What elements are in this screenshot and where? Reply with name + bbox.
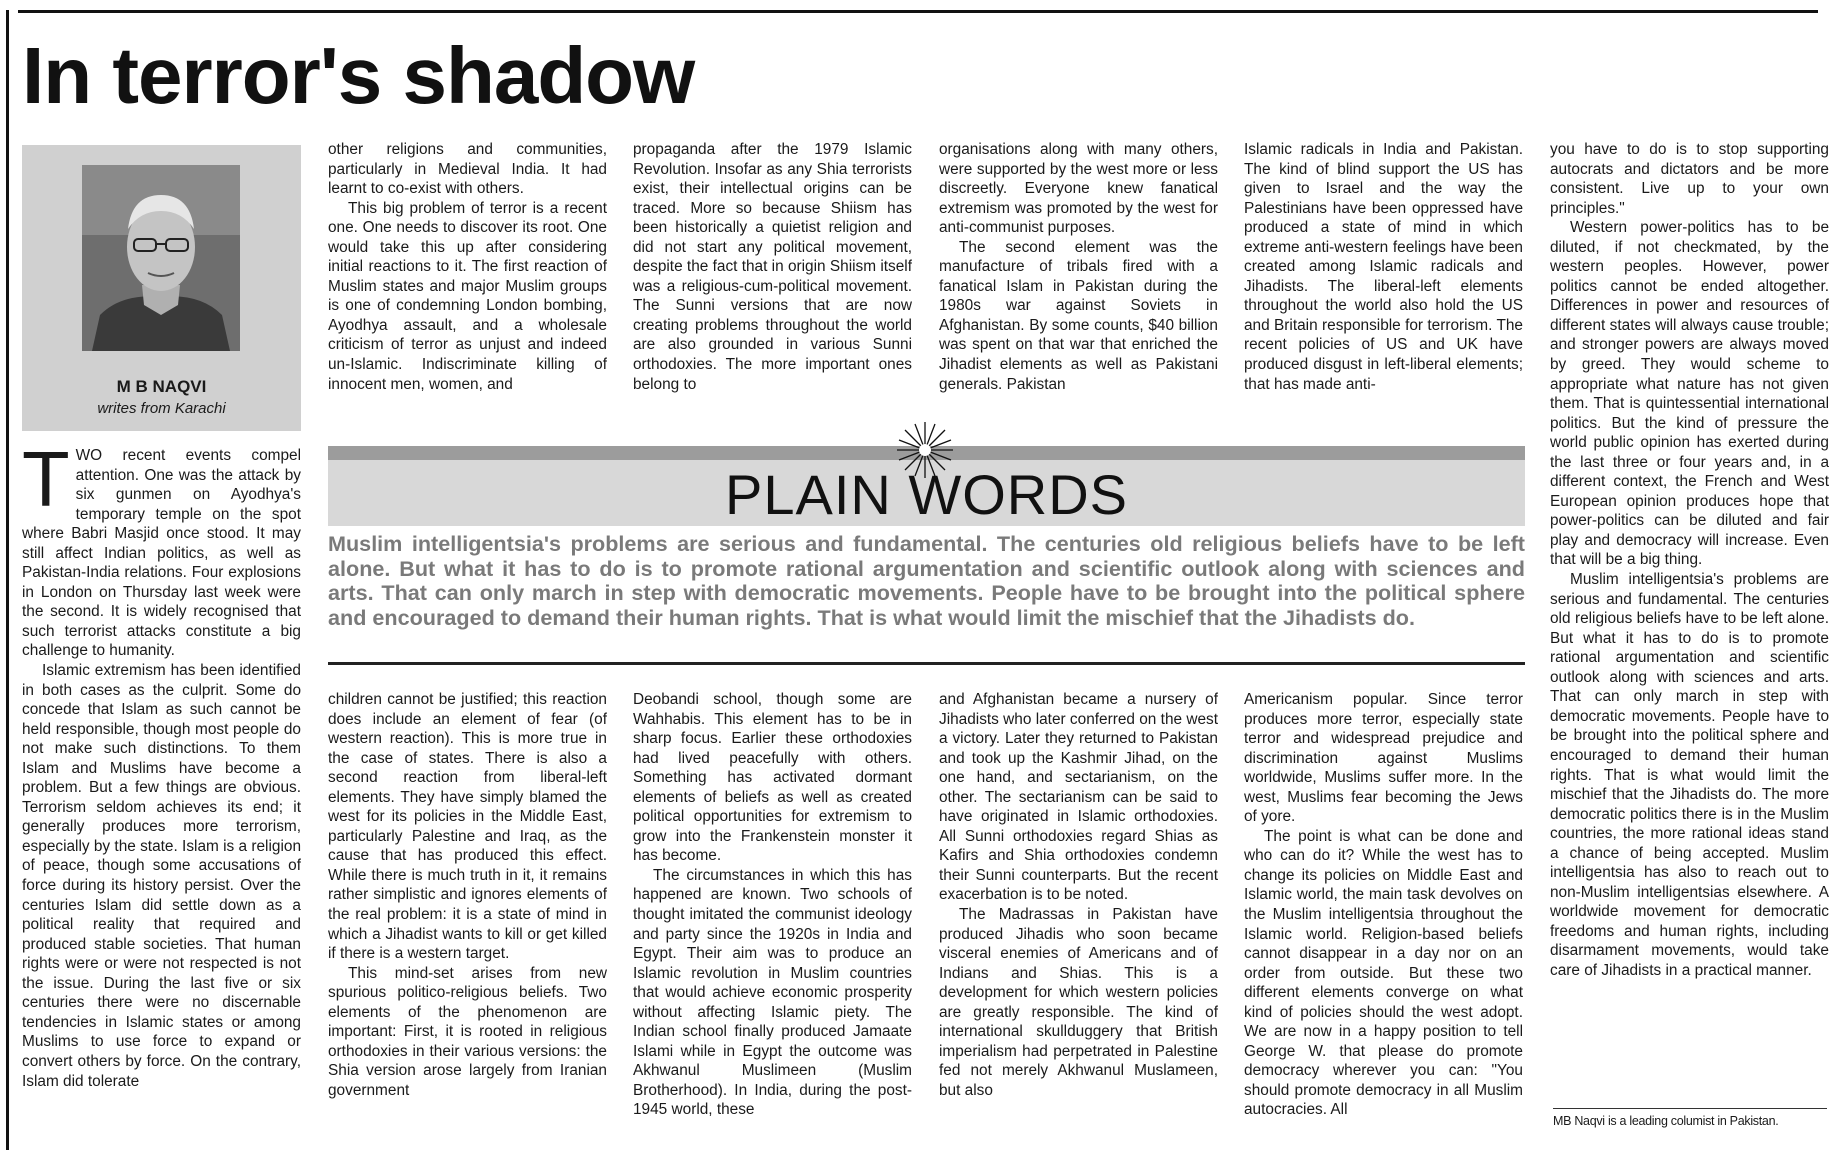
paragraph: Deobandi school, though some are Wahhabis. This element has to be in sharp focus. Earlier these orthodoxies had lived peacefully with others. Something has activated dormant elements of beliefs as well as created political opportunities for extremism to grow into the Frankenstein monster it has become. [633,691,912,865]
headline: In terror's shadow [22,31,695,120]
paragraph: The second element was the manufacture of tribals fired with a fanatical Islam in Pakistan during the 1980s war against Soviets in Afghanistan. By some counts, $40 billion was spent on that war that enriched the Jihadist elements as well as Pakistani generals. Pakistan [939,238,1218,393]
paragraph: and Afghanistan became a nursery of Jihadists who later conferred on the west a victory. Later they returned to Pakistan and took up the Kashmir Jihad, on the one hand, and sectarianism, on the other. The sectarianism can be said to have originated in Islamic orthodoxies. All Sunni orthodoxies regard Shias as Kafirs and Shia orthodoxies condemn their Sunni counterparts. But the recent exacerbation is to be noted. [939,691,1218,904]
paragraph: This mind-set arises from new spurious politico-religious beliefs. Two elements of the phenomenon are important: First, it is rooted in religious orthodoxies in their various versions: the Shia version arose largely from Iranian government [328,964,607,1099]
column-5-top [1244,140,1523,425]
paragraph: Islamic extremism has been identified in both cases as the culprit. Some do concede that Islam as such cannot be held responsible, though most people do not make such distinctions. To them Islam and Muslims have become a problem. But a few things are obvious. Terrorism seldom achieves its end; it generally produces more terrorism, especially by the state. Islam is a religion of peace, though some accusations of force during its history persist. Over the centuries Islam did settle down as a political reality that required and produced stable societies. That human rights were or were not respected is not the issue. During the last five or six centuries there were no discernable tendencies in Islamic states or among Muslims to use force to expand or convert others by force. On the contrary, Islam did tolerate [22,662,301,1090]
column-3-bottom [633,690,912,1156]
paragraph: Americanism popular. Since terror produces more terror, especially state terror and widespread prejudice and discrimination against Muslims worldwide, Muslims suffer more. In the west, Muslims fear becoming the Jews of yore. [1244,691,1523,826]
author-footnote: MB Naqvi is a leading columist in Pakistan. [1553,1114,1779,1128]
column-2-bottom [328,690,607,1156]
paragraph: propaganda after the 1979 Islamic Revolution. Insofar as any Shia terrorists exist, their intellectual origins can be traced. More so because Shiism has been historically a quietist religion and did not start any political movement, despite the fact that in origin Shiism itself was a religious-cum-political movement. The Sunni versions that are now creating problems throughout the world are also grounded in various Sunni orthodoxies. The more important ones belong to [633,141,912,393]
byline-box [22,145,301,431]
paragraph: This big problem of terror is a recent one. One needs to discover its root. One would take this up after considering initial reactions to it. The first reaction of Muslim states and major Muslim groups is one of condemning London bombing, Ayodhya assault, and a wholesale criticism of terror as unjust and indeed un-Islamic. Indiscriminate killing of innocent men, women, and [328,199,607,393]
paragraph: The Madrassas in Pakistan have produced Jihadis who soon became visceral enemies of Americans and of Indians and Shias. This is a development for which western policies are greatly responsible. The kind of international skullduggery that British imperialism had perpetrated in Palestine fed not merely Akhwanul Muslameen, but also [939,906,1218,1099]
column-4-bottom [939,690,1218,1156]
author-name: M B NAQVI [116,377,207,396]
author-photo [82,165,240,351]
paragraph: Muslim intelligentsia's problems are serious and fundamental. The centuries old religious beliefs have to be left alone. But what it has to do is to promote rational argumentation and scientific outlook along with sciences and arts. That can only march in step with democratic movements. People have to be brought into the political sphere and encouraged to demand their human rights. That is what would limit the mischief that the Jihadists do. The more democratic politics there is in the Muslim countries, the more rational ideas stand a chance of being accepted. Muslim intelligentsia has also to reach out to non-Muslim intelligentsias elsewhere. A worldwide movement for democratic freedoms and human rights, including disarmament movements, would take care of Jihadists in a practical manner. [1550,571,1829,979]
author-location: writes from Karachi [97,400,226,417]
column-2-top [328,140,607,425]
top-rule [18,10,1818,13]
paragraph: TWO recent events compel attention. One was the attack by six gunmen on Ayodhya's temporary temple on the spot where Babri Masjid once stood. It may still affect Indian politics, as well as Pakistan-India relations. Four explosions in London on Thursday last week were the second. It is widely recognised that such terrorist attacks constitute a big challenge to humanity. [22,446,301,660]
footnote-rule [1553,1108,1827,1109]
paragraph: you have to do is to stop supporting autocrats and dictators and be more consistent. Live up to your own principles." [1550,141,1829,217]
left-rule [6,10,9,1150]
paragraph: Islamic radicals in India and Pakistan. The kind of blind support the US has given to Israel and the way the Palestinians have been oppressed have produced a state of mind in which extreme anti-western feelings have been created among Islamic radicals and Jihadists. The liberal-left elements throughout the world also hold the US and Britain responsible for terrorism. The recent policies of US and UK have produced disgust in left-liberal elements; that has made anti- [1244,141,1523,393]
paragraph: organisations along with many others, were supported by the west more or less discreetly. Everyone knew fanatical extremism was promoted by the west for anti-communist purposes. [939,141,1218,237]
section-kicker: PLAIN WORDS [724,463,1129,526]
paragraph: The point is what can be done and who can do it? While the west has to change its policies on Middle East and Islamic world, the main task devolves on the Muslim intelligentsia throughout the Islamic world. Religion-based beliefs cannot disappear in a day nor on an order from outside. But these two different elements converge on what kind of policies should the west adopt. We are now in a happy position to tell George W. that please do promote democracy wherever you can: "You should promote democracy in all Muslim autocracies. All [1244,827,1523,1119]
author-portrait-icon [82,165,240,351]
pull-quote: Muslim intelligentsia's problems are serious and fundamental. The centuries old religious beliefs have to be left alone. But what it has to do is to promote rational argumentation and scientific outlook along with sciences and arts. That can only march in step with democratic movements. People have to be brought into the political sphere and encouraged to demand their human rights. That is what would limit the mischief that the Jihadists do. [328,531,1525,630]
paragraph: The circumstances in which this has happened are known. Two schools of thought imitated the communist ideology and party since the 1920s in India and Egypt. Their aim was to produce an Islamic revolution in Muslim countries that would achieve economic prosperity without affecting Islamic piety. The Indian school finally produced Jamaate Islami while in Egypt the outcome was Akhwanul Muslimeen (Muslim Brotherhood). In India, during the post-1945 world, these [633,866,912,1119]
paragraph: other religions and communities, particularly in Medieval India. It had learnt to co-exist with others. [328,141,607,198]
column-6 [1550,140,1829,1090]
column-1 [22,446,301,1156]
pull-quote-rule [328,662,1525,665]
paragraph: Western power-politics has to be diluted, if not checkmated, by the western peoples. However, power politics cannot be ended altogether. Differences in power and resources of different states will always cause trouble; and stronger powers are always moved by greed. They would scheme to appropriate what nature has not given them. That is quintessential international politics. But the kind of pressure the world public opinion has exerted during the last three or four years and, in a different context, the French and West European opinion produces hope that power-politics can be diluted and fair play and democracy will increase. Even that will be a big thing. [1550,219,1829,569]
column-5-bottom [1244,690,1523,1156]
column-4-top [939,140,1218,425]
column-3-top [633,140,912,425]
paragraph: children cannot be justified; this reaction does include an element of fear (of western reaction). This is more true in the case of states. There is also a second reaction from liberal-left elements. They have simply blamed the west for its policies in the Middle East, particularly Palestine and Iraq, as the cause that has produced this effect. While there is much truth in it, it remains rather simplistic and ignores elements of the real problem: it is a state of mind in which a Jihadist wants to kill or get killed if there is a western target. [328,691,607,963]
